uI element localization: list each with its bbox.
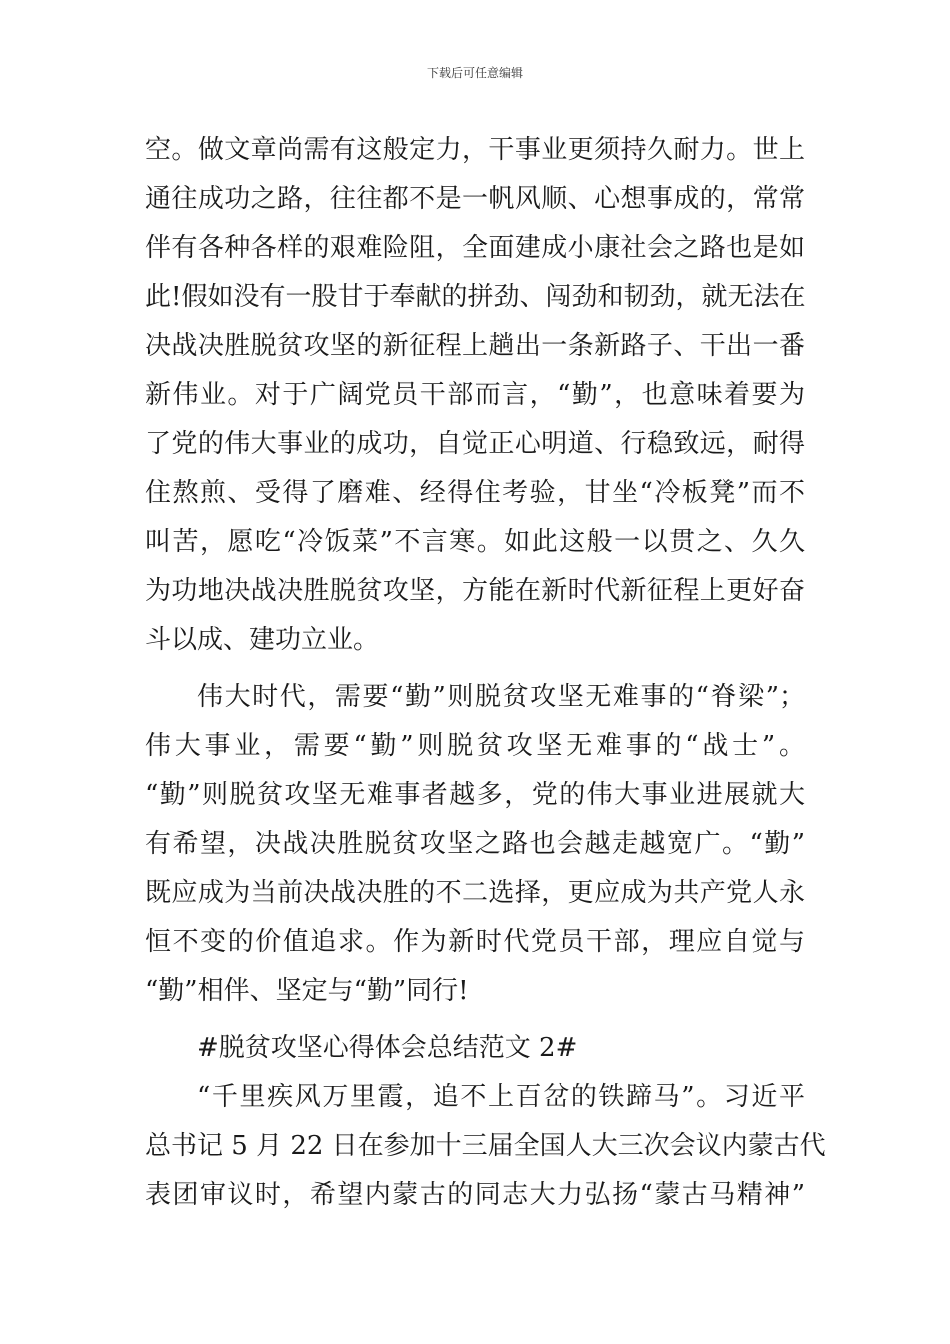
paragraph-1-line: 叫苦，愿吃“冷饭菜”不言寒。如此这般一以贯之、久久 [145,527,805,557]
paragraph-4-line: 表团审议时，希望内蒙古的同志大力弘扬“蒙古马精神” [145,1180,805,1210]
paragraph-1-line: 新伟业。对于广阔党员干部而言，“勤”，也意味着要为 [145,380,805,410]
paragraph-1-line: 决战决胜脱贫攻坚的新征程上趟出一条新路子、干出一番 [145,331,805,361]
page-header: 下载后可任意编辑 [426,66,523,80]
paragraph-1-line: 伴有各种各样的艰难险阻，全面建成小康社会之路也是如 [145,233,805,263]
paragraph-2-line: “勤”相伴、坚定与“勤”同行! [145,976,469,1006]
paragraph-1-line: 住熬煎、受得了磨难、经得住考验，甘坐“冷板凳”而不 [145,478,805,508]
paragraph-2-line: 有希望，决战决胜脱贫攻坚之路也会越走越宽广。“勤” [145,829,805,859]
paragraph-4-line: “千里疾风万里霞，追不上百岔的铁蹄马”。习近平 [197,1082,805,1112]
paragraph-2-line: “勤”则脱贫攻坚无难事者越多，党的伟大事业进展就大 [145,780,805,810]
paragraph-1-line: 通往成功之路，往往都不是一帆风顺、心想事成的，常常 [145,184,805,214]
paragraph-2-line: 既应成为当前决战决胜的不二选择，更应成为共产党人永 [145,878,805,908]
paragraph-1-line: 为功地决战决胜脱贫攻坚，方能在新时代新征程上更好奋 [145,576,805,606]
paragraph-4-line: 总书记 5 月 22 日在参加十三届全国人大三次会议内蒙古代 [145,1131,826,1161]
paragraph-1-line: 空。做文章尚需有这般定力，干事业更须持久耐力。世上 [145,135,805,165]
paragraph-1-line: 了党的伟大事业的成功，自觉正心明道、行稳致远，耐得 [145,429,805,459]
section-heading: #脱贫攻坚心得体会总结范文 2# [197,1033,578,1063]
paragraph-2-line: 恒不变的价值追求。作为新时代党员干部，理应自觉与 [145,927,805,957]
paragraph-1-line: 此!假如没有一股甘于奉献的拼劲、闯劲和韧劲，就无法在 [145,282,806,312]
paragraph-2-line: 伟大事业，需要“勤”则脱贫攻坚无难事的“战士”。 [145,731,805,761]
paragraph-1-line: 斗以成、建功立业。 [145,625,380,655]
paragraph-2-line: 伟大时代，需要“勤”则脱贫攻坚无难事的“脊梁”； [197,682,805,712]
